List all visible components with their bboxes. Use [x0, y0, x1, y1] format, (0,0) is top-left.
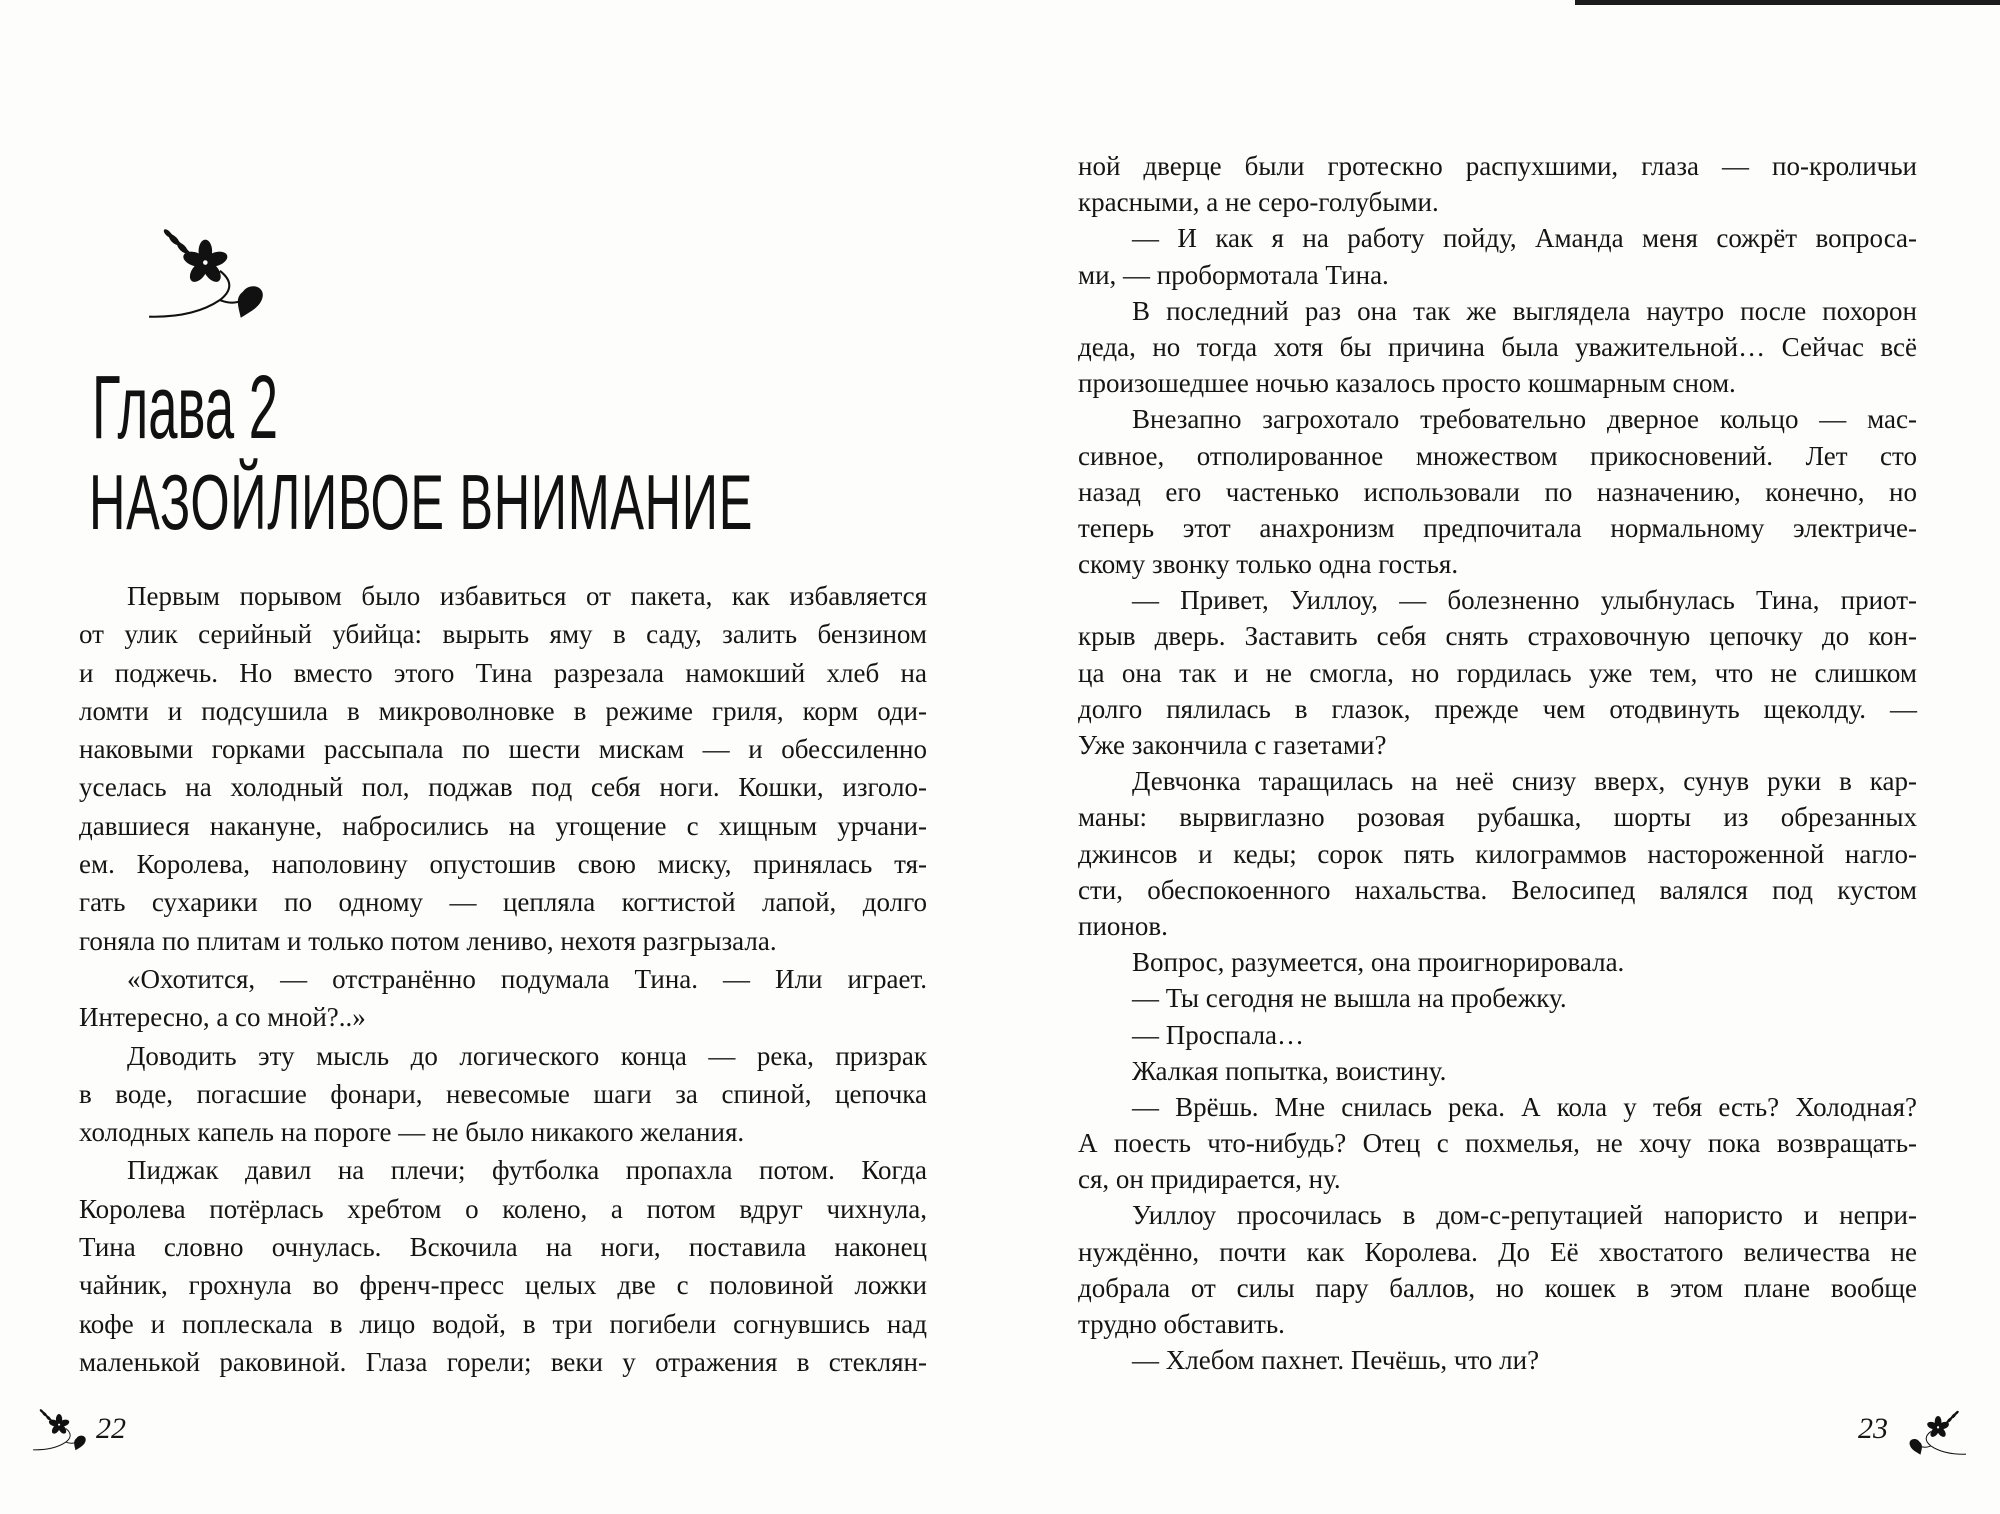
text-line: теперь этот анахронизм предпочитала нормальному электриче-: [1078, 512, 1917, 543]
text-line: Пиджак давил на плечи; футболка пропахла потом. Когда: [127, 1155, 927, 1186]
text-line: Внезапно загрохотало требовательно дверное кольцо — мас-: [1132, 404, 1917, 435]
text-line: маны: вырвиглазно розовая рубашка, шорты из обрезанных: [1078, 802, 1917, 833]
text-line: долго пялилась в глазок, прежде чем отодвинуть щеколду. —: [1078, 693, 1917, 724]
text-line: нуждённо, почти как Королева. До Её хвостатого величества не: [1078, 1236, 1917, 1267]
text-line: от улик серийный убийца: вырыть яму в саду, залить бензином: [79, 619, 927, 650]
text-line: сивное, отполированное множеством прикосновений. Лет сто: [1078, 440, 1917, 471]
text-line: кофе и поплескала в лицо водой, в три погибели согнувшись над: [79, 1308, 927, 1339]
page-number: 22: [96, 1412, 126, 1445]
text-line: сти, обеспокоенного нахальства. Велосипед валялся под кустом: [1078, 874, 1917, 905]
text-line: скому звонку только одна гостья.: [1078, 549, 1459, 580]
text-line: пионов.: [1078, 910, 1168, 941]
text-line: давшиеся накануне, набросились на угощение с хищным урчани-: [79, 810, 927, 841]
text-line: А поесть что-нибудь? Отец с похмелья, не хочу пока возвращать-: [1078, 1128, 1917, 1159]
text-line: Уиллоу просочилась в дом-с-репутацией напористо и непри-: [1132, 1200, 1917, 1231]
text-line: наковыми горками рассыпала по шести мискам — и обессиленно: [79, 734, 927, 765]
right-page-body: [1078, 148, 1917, 1378]
text-line: — Привет, Уиллоу, — болезненно улыбнулась Тина, приот-: [1132, 585, 1917, 616]
text-line: джинсов и кеды; сорок пять килограммов настороженной нагло-: [1078, 838, 1917, 869]
page-number: 23: [1858, 1412, 1888, 1445]
text-line: — Врёшь. Мне снилась река. А кола у тебя есть? Холодная?: [1132, 1091, 1917, 1122]
text-line: деда, но тогда хотя бы причина была уважительной… Сейчас всё: [1078, 331, 1917, 362]
text-line: ся, он придирается, ну.: [1078, 1164, 1341, 1195]
text-line: Первым порывом было избавиться от пакета, как избавляется: [127, 581, 927, 611]
text-line: — Хлебом пахнет. Печёшь, что ли?: [1132, 1345, 1540, 1376]
text-line: холодных капель на пороге — не было никакого желания.: [79, 1117, 745, 1148]
scan-edge-shadow: [1575, 0, 2000, 5]
text-line: гать сухарики по одному — цепляла когтистой лапой, долго: [79, 887, 927, 918]
text-line: — Ты сегодня не вышла на пробежку.: [1132, 983, 1567, 1014]
text-line: — И как я на работу пойду, Аманда меня сожрёт вопроса-: [1132, 223, 1917, 254]
text-line: назад его частенько использовали по назначению, конечно, но: [1078, 476, 1917, 507]
text-line: Уже закончила с газетами?: [1078, 730, 1387, 760]
text-line: добрала от силы пару баллов, но кошек в этом плане вообще: [1078, 1272, 1917, 1303]
text-line: крыв дверь. Заставить себя снять страховочную цепочку до кон-: [1078, 621, 1917, 652]
text-line: Тина словно очнулась. Вскочила на ноги, поставила наконец: [79, 1232, 927, 1263]
text-line: ми, — пробормотала Тина.: [1078, 259, 1389, 290]
floral-ornament-icon: [147, 227, 272, 321]
text-line: ной дверце были гротескно распухшими, глаза — по-кроличьи: [1078, 151, 1917, 181]
text-line: и поджечь. Но вместо этого Тина разрезала намокший хлеб на: [79, 657, 927, 688]
text-line: ломти и подсушила в микроволновке в режиме гриля, корм оди-: [79, 695, 927, 726]
text-line: ем. Королева, наполовину опустошив свою миску, принялась тя-: [79, 849, 927, 880]
chapter-title: НАЗОЙЛИВОЕ ВНИМАНИЕ: [89, 458, 753, 546]
text-line: «Охотится, — отстранённо подумала Тина. — Или играет.: [127, 963, 927, 994]
text-line: в воде, погасшие фонари, невесомые шаги за спиной, цепочка: [79, 1078, 927, 1109]
text-line: трудно обставить.: [1078, 1309, 1285, 1339]
text-line: — Проспала…: [1132, 1019, 1305, 1050]
footer-floral-icon: [32, 1400, 90, 1460]
text-line: Доводить эту мысль до логического конца — река, призрак: [127, 1040, 927, 1071]
text-line: уселась на холодный пол, поджав под себя ноги. Кошки, изголо-: [79, 772, 927, 803]
text-line: Королева потёрлась хребтом о колено, а потом вдруг чихнула,: [79, 1193, 927, 1224]
left-page-body: [79, 577, 927, 1381]
text-line: Интересно, а со мной?..»: [79, 1002, 366, 1033]
text-line: произошедшее ночью казалось просто кошмарным сном.: [1078, 368, 1736, 399]
footer-floral-icon: [1905, 1403, 1967, 1463]
text-line: ца она так и не смогла, но гордилась уже тем, что не слишком: [1078, 657, 1917, 688]
text-line: Жалкая попытка, воистину.: [1132, 1055, 1447, 1086]
text-line: гоняла по плитам и только потом лениво, нехотя разгрызала.: [79, 925, 777, 956]
text-line: Вопрос, разумеется, она проигнорировала.: [1132, 947, 1625, 978]
text-line: красными, а не серо-голубыми.: [1078, 187, 1439, 218]
chapter-label: Глава 2: [92, 358, 278, 458]
text-line: чайник, грохнула во френч-пресс целых две с половиной ложки: [79, 1270, 927, 1301]
text-line: маленькой раковиной. Глаза горели; веки у отражения в стеклян-: [79, 1346, 927, 1377]
text-line: В последний раз она так же выглядела наутро после похорон: [1132, 295, 1917, 326]
text-line: Девчонка таращилась на неё снизу вверх, сунув руки в кар-: [1132, 766, 1917, 797]
